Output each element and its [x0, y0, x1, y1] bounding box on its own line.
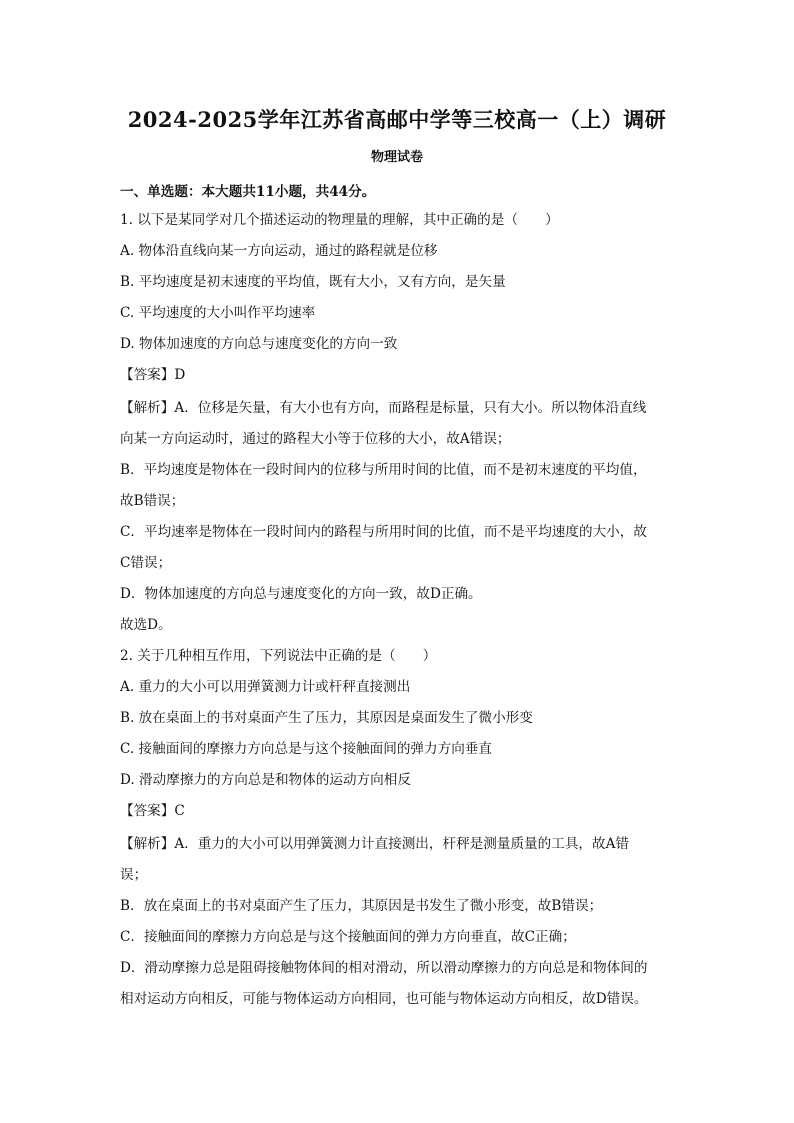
analysis-tag: 【解析】 [120, 400, 175, 416]
question-1-analysis-line: C．平均速率是物体在一段时间内的路程与所用时间的比值，而不是平均速度的大小，故 [120, 524, 647, 540]
question-1-analysis-line: 故B错误； [120, 493, 185, 509]
question-2-option-a: A. 重力的大小可以用弹簧测力计或杆秤直接测出 [120, 679, 411, 695]
answer-value: C [174, 803, 185, 819]
question-1-stem: 1. 以下是某同学对几个描述运动的物理量的理解，其中正确的是（ ） [120, 212, 559, 228]
question-1-option-b: B. 平均速度是初末速度的平均值，既有大小，又有方向，是矢量 [120, 274, 506, 290]
question-1-analysis-line: 故选D。 [120, 617, 172, 633]
section-heading: 一、单选题：本大题共11小题，共44分。 [120, 184, 376, 200]
question-2-option-d: D. 滑动摩擦力的方向总是和物体的运动方向相反 [120, 772, 411, 788]
answer-value: D [174, 367, 186, 383]
analysis-tag: 【解析】 [120, 836, 175, 852]
question-2-analysis-line: B．放在桌面上的书对桌面产生了压力，其原因是书发生了微小形变，故B错误； [120, 898, 603, 914]
question-2-analysis-line: 相对运动方向相反，可能与物体运动方向相同，也可能与物体运动方向相反，故D错误。 [120, 991, 648, 1007]
page-title: 2024-2025学年江苏省高邮中学等三校高一（上）调研 [127, 107, 667, 132]
question-1-analysis-line: 向某一方向运动时，通过的路程大小等于位移的大小，故A错误； [120, 431, 511, 447]
question-2-analysis-line: D．滑动摩擦力总是阻碍接触物体间的相对滑动，所以滑动摩擦力的方向总是和物体间的 [120, 960, 648, 976]
question-1-option-c: C. 平均速度的大小叫作平均速率 [120, 305, 316, 321]
question-1-analysis-line: C错误； [120, 555, 172, 571]
question-2-option-b: B. 放在桌面上的书对桌面产生了压力，其原因是桌面发生了微小形变 [120, 710, 533, 726]
question-1-answer [120, 363, 185, 383]
question-2-analysis-line: 误； [120, 867, 148, 883]
question-2-analysis-line: C．接触面间的摩擦力方向总是与这个接触面间的弹力方向垂直，故C正确； [120, 929, 576, 945]
question-1-option-a: A. 物体沿直线向某一方向运动，通过的路程就是位移 [120, 243, 438, 259]
question-2-stem: 2. 关于几种相互作用，下列说法中正确的是（ ） [120, 648, 437, 664]
question-1-analysis-line: D．物体加速度的方向总与速度变化的方向一致，故D正确。 [120, 586, 482, 602]
question-1-analysis-line: B．平均速度是物体在一段时间内的位移与所用时间的比值，而不是初末速度的平均值， [120, 462, 647, 478]
question-2-option-c: C. 接触面间的摩擦力方向总是与这个接触面间的弹力方向垂直 [120, 741, 492, 757]
question-2-answer [120, 799, 185, 819]
page-subtitle: 物理试卷 [370, 150, 423, 165]
answer-tag: 【答案】 [120, 367, 175, 383]
answer-tag: 【答案】 [120, 803, 175, 819]
question-1-option-d: D. 物体加速度的方向总与速度变化的方向一致 [120, 336, 398, 352]
question-2-analysis-line: 【解析】A．重力的大小可以用弹簧测力计直接测出，杆秤是测量质量的工具，故A错 [120, 836, 630, 852]
question-1-analysis-line: 【解析】A．位移是矢量，有大小也有方向，而路程是标量，只有大小。所以物体沿直线 [120, 400, 647, 416]
